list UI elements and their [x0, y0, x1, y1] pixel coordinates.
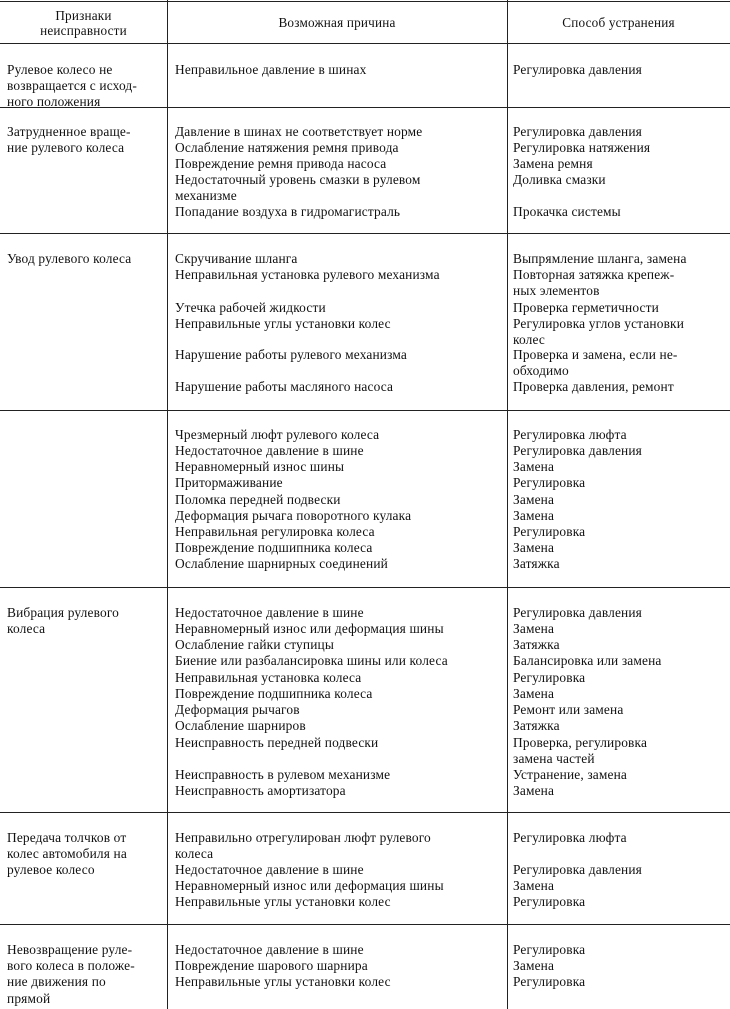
cause-cell: Неправильно отрегулирован люфт рулевого колеса: [175, 830, 431, 862]
remedy-cell: Выпрямление шланга, замена: [513, 251, 687, 266]
cause-cell: Притормаживание: [175, 475, 283, 490]
symptom-cell: Вибрация рулевого колеса: [7, 605, 119, 637]
cause-cell: Неисправность в рулевом механизме: [175, 767, 391, 782]
cause-cell: Неправильные углы установки колес: [175, 974, 391, 989]
header-remedy: Способ устранения: [562, 15, 675, 30]
cause-cell: Ослабление шарниров: [175, 718, 306, 733]
remedy-cell: Замена: [513, 783, 555, 798]
cause-cell: Нарушение работы рулевого механизма: [175, 347, 407, 362]
cause-cell: Ослабление гайки ступицы: [175, 637, 334, 652]
remedy-cell: Проверка, регулировка замена частей: [513, 735, 648, 767]
cause-cell: Недостаточное давление в шине: [175, 605, 364, 620]
remedy-cell: Регулировка давления: [513, 605, 642, 620]
remedy-cell: Прокачка системы: [513, 204, 621, 219]
cause-cell: Ослабление натяжения ремня привода: [175, 140, 399, 155]
cause-cell: Неисправность амортизатора: [175, 783, 346, 798]
cause-cell: Неправильная установка колеса: [175, 670, 362, 685]
cause-cell: Неправильная регулировка колеса: [175, 524, 375, 539]
remedy-cell: Доливка смазки: [513, 172, 606, 187]
remedy-cell: Регулировка: [513, 475, 586, 490]
cause-cell: Недостаточный уровень смазки в рулевом механизме: [175, 172, 421, 204]
remedy-cell: Регулировка углов установки колес: [513, 316, 685, 348]
cause-cell: Недостаточное давление в шине: [175, 942, 364, 957]
remedy-cell: Регулировка люфта: [513, 830, 627, 845]
remedy-cell: Замена: [513, 492, 555, 507]
remedy-cell: Замена: [513, 621, 555, 636]
remedy-cell: Ремонт или замена: [513, 702, 624, 717]
cause-cell: Неправильные углы установки колес: [175, 894, 391, 909]
symptom-cell: Увод рулевого колеса: [7, 251, 132, 266]
cause-cell: Неправильная установка рулевого механизма: [175, 267, 440, 282]
remedy-cell: Регулировка: [513, 670, 586, 685]
row-separator: [0, 587, 730, 588]
column-separator: [507, 0, 508, 1009]
remedy-cell: Регулировка натяжения: [513, 140, 651, 155]
remedy-cell: Замена: [513, 540, 555, 555]
remedy-cell: Проверка и замена, если не- обходимо: [513, 347, 678, 379]
row-separator: [0, 812, 730, 813]
cause-cell: Попадание воздуха в гидромагистраль: [175, 204, 401, 219]
row-separator: [0, 410, 730, 411]
row-separator: [0, 233, 730, 234]
symptom-cell: Невозвращение руле- вого колеса в положе- ние движения по прямой: [7, 942, 135, 1006]
remedy-cell: Регулировка: [513, 894, 586, 909]
cause-cell: Чрезмерный люфт рулевого колеса: [175, 427, 380, 442]
cause-cell: Повреждение подшипника колеса: [175, 540, 373, 555]
symptom-cell: Затрудненное враще- ние рулевого колеса: [7, 124, 131, 156]
remedy-cell: Регулировка: [513, 942, 586, 957]
cause-cell: Ослабление шарнирных соединений: [175, 556, 388, 571]
remedy-cell: Регулировка: [513, 974, 586, 989]
cause-cell: Биение или разбалансировка шины или колеса: [175, 653, 448, 668]
remedy-cell: Замена: [513, 878, 555, 893]
cause-cell: Неравномерный износ шины: [175, 459, 345, 474]
remedy-cell: Регулировка давления: [513, 62, 642, 77]
cause-cell: Недостаточное давление в шине: [175, 862, 364, 877]
cause-cell: Скручивание шланга: [175, 251, 298, 266]
row-separator: [0, 924, 730, 925]
table-top-border: [0, 1, 730, 2]
remedy-cell: Проверка герметичности: [513, 300, 659, 315]
remedy-cell: Регулировка давления: [513, 862, 642, 877]
remedy-cell: Регулировка люфта: [513, 427, 627, 442]
header-separator: [0, 43, 730, 44]
cause-cell: Повреждение подшипника колеса: [175, 686, 373, 701]
header-cause: Возможная причина: [278, 15, 396, 30]
column-separator: [167, 0, 168, 1009]
cause-cell: Недостаточное давление в шине: [175, 443, 364, 458]
cause-cell: Неравномерный износ или деформация шины: [175, 878, 444, 893]
header-symptoms: Признаки неисправности: [40, 8, 127, 38]
cause-cell: Деформация рычагов: [175, 702, 300, 717]
cause-cell: Деформация рычага поворотного кулака: [175, 508, 412, 523]
cause-cell: Поломка передней подвески: [175, 492, 341, 507]
cause-cell: Повреждение шарового шарнира: [175, 958, 368, 973]
remedy-cell: Балансировка или замена: [513, 653, 662, 668]
cause-cell: Неравномерный износ или деформация шины: [175, 621, 444, 636]
remedy-cell: Замена: [513, 958, 555, 973]
remedy-cell: Повторная затяжка крепеж- ных элементов: [513, 267, 675, 299]
cause-cell: Неисправность передней подвески: [175, 735, 379, 750]
symptom-cell: Рулевое колесо не возвращается с исход- ного положения: [7, 62, 137, 110]
remedy-cell: Затяжка: [513, 637, 560, 652]
remedy-cell: Регулировка давления: [513, 124, 642, 139]
remedy-cell: Замена: [513, 508, 555, 523]
cause-cell: Неправильные углы установки колес: [175, 316, 391, 331]
remedy-cell: Замена: [513, 459, 555, 474]
cause-cell: Давление в шинах не соответствует норме: [175, 124, 423, 139]
remedy-cell: Устранение, замена: [513, 767, 628, 782]
cause-cell: Неправильное давление в шинах: [175, 62, 367, 77]
remedy-cell: Регулировка давления: [513, 443, 642, 458]
remedy-cell: Затяжка: [513, 718, 560, 733]
remedy-cell: Замена: [513, 686, 555, 701]
cause-cell: Нарушение работы масляного насоса: [175, 379, 394, 394]
remedy-cell: Затяжка: [513, 556, 560, 571]
remedy-cell: Регулировка: [513, 524, 586, 539]
remedy-cell: Замена ремня: [513, 156, 593, 171]
cause-cell: Утечка рабочей жидкости: [175, 300, 326, 315]
symptom-cell: Передача толчков от колес автомобиля на рулевое колесо: [7, 830, 127, 878]
remedy-cell: Проверка давления, ремонт: [513, 379, 674, 394]
cause-cell: Повреждение ремня привода насоса: [175, 156, 387, 171]
